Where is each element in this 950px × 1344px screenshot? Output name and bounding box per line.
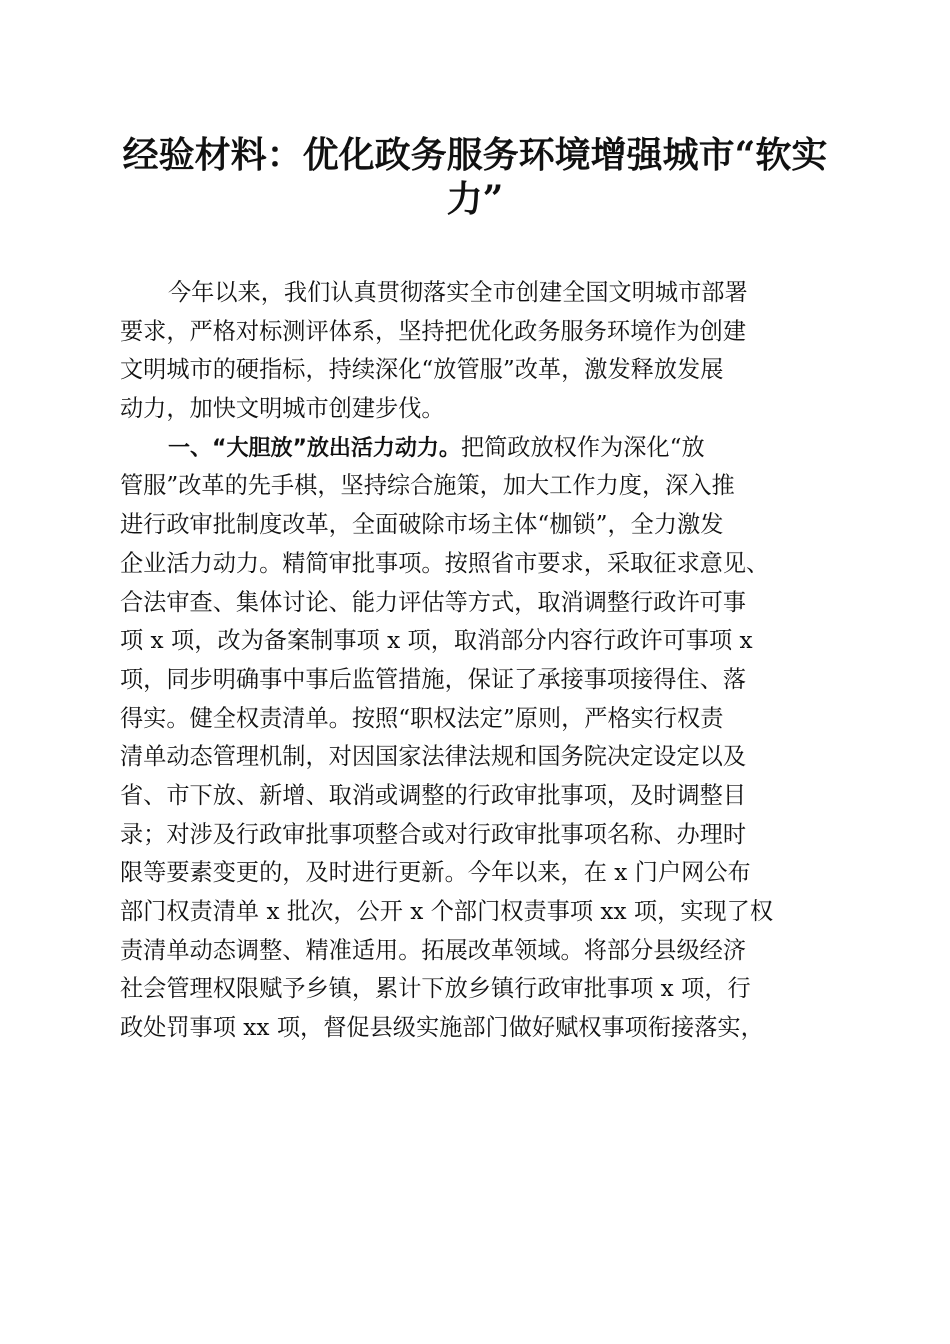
- paragraph-line: 进行政审批制度改革，全面破除市场主体“枷锁”，全力激发: [120, 511, 724, 539]
- section-one-heading: 一、“大胆放”放出活力动力。: [168, 435, 461, 461]
- paragraph-line: 清单动态管理机制，对因国家法律法规和国务院决定设定以及: [120, 743, 747, 771]
- paragraph-line: 要求，严格对标测评体系，坚持把优化政务服务环境作为创建: [120, 317, 747, 345]
- section-one-first-line: [120, 429, 840, 468]
- document-body: [120, 274, 840, 1048]
- paragraph-line: 限等要素变更的，及时进行更新。今年以来，在 x 门户网公布: [120, 859, 751, 887]
- title-line: 经验材料：优化政务服务环境增强城市“软实: [122, 134, 828, 176]
- paragraph-line: 合法审查、集体讨论、能力评估等方式，取消调整行政许可事: [120, 588, 747, 616]
- paragraph-line: 动力，加快文明城市创建步伐。: [120, 395, 445, 423]
- paragraph-line: 省、市下放、新增、取消或调整的行政审批事项，及时调整目: [120, 781, 747, 809]
- document-title: [110, 133, 840, 221]
- paragraph-line: 项 x 项，改为备案制事项 x 项，取消部分内容行政许可事项 x: [120, 627, 753, 655]
- paragraph-line: 部门权责清单 x 批次，公开 x 个部门权责事项 xx 项，实现了权: [120, 898, 774, 925]
- title-line: 力”: [446, 178, 504, 220]
- section-one-first-line-text: 把简政放权作为深化“放: [460, 433, 705, 461]
- paragraph-line: 管服”改革的先手棋，坚持综合施策，加大工作力度，深入推: [120, 472, 735, 500]
- paragraph-line: 文明城市的硬指标，持续深化“放管服”改革，激发释放发展: [120, 356, 724, 384]
- paragraph-line: 今年以来，我们认真贯彻落实全市创建全国文明城市部署: [168, 279, 748, 306]
- paragraph-line: 社会管理权限赋予乡镇，累计下放乡镇行政审批事项 x 项，行: [120, 975, 751, 1003]
- section-one-paragraph: [120, 429, 840, 1048]
- paragraph-line: 政处罚事项 xx 项，督促县级实施部门做好赋权事项衔接落实，: [120, 1014, 764, 1042]
- intro-paragraph: [120, 274, 840, 429]
- paragraph-line: 责清单动态调整、精准适用。拓展改革领域。将部分县级经济: [120, 936, 747, 964]
- paragraph-line: 得实。健全权责清单。按照“职权法定”原则，严格实行权责: [120, 704, 724, 732]
- paragraph-line: 企业活力动力。精简审批事项。按照省市要求，采取征求意见、: [120, 549, 770, 577]
- paragraph-line: 录；对涉及行政审批事项整合或对行政审批事项名称、办理时: [120, 820, 747, 848]
- paragraph-line: 项，同步明确事中事后监管措施，保证了承接事项接得住、落: [120, 665, 747, 693]
